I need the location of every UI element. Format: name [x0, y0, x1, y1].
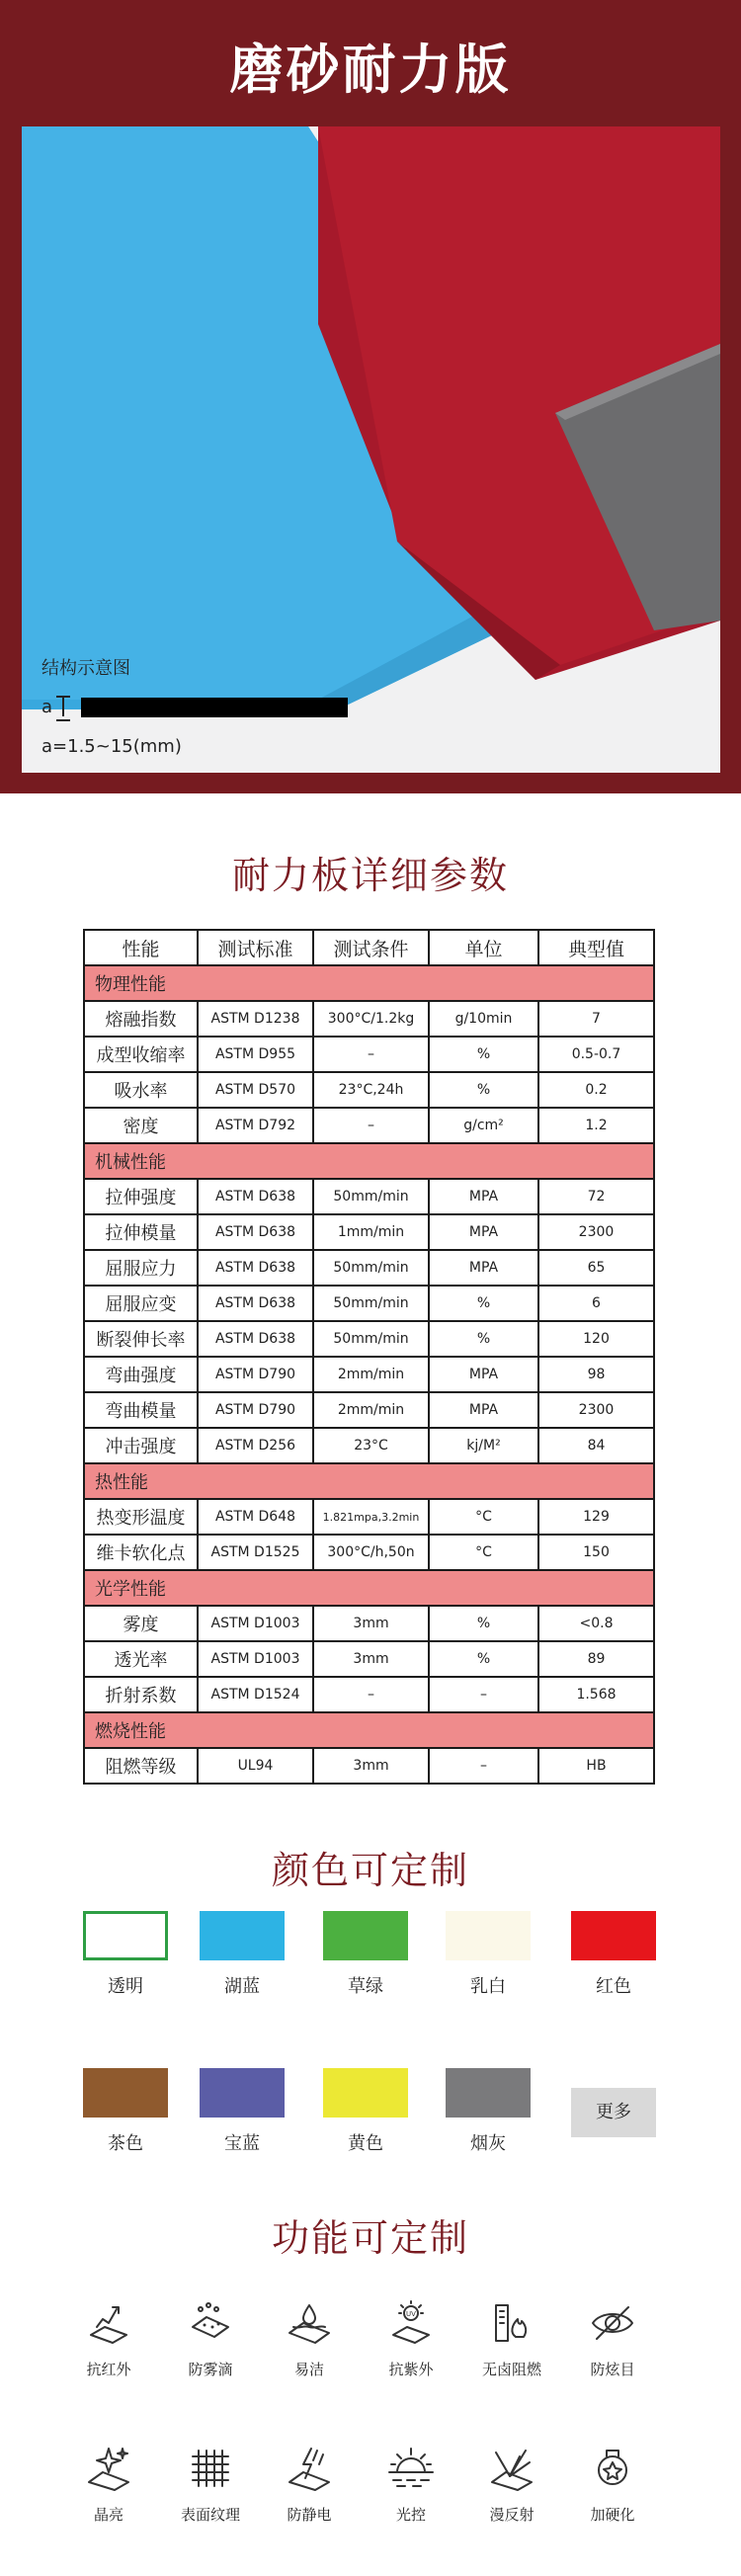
color-label: 烟灰 [470, 2133, 506, 2154]
table-row [84, 1392, 654, 1428]
cell-property: 吸水率 [84, 1072, 198, 1108]
cell-unit: – [429, 1748, 538, 1784]
table-row [84, 1677, 654, 1712]
cell-property: 弯曲强度 [84, 1357, 198, 1392]
category-row [84, 1570, 654, 1606]
cell-standard: ASTM D792 [198, 1108, 313, 1143]
function-label: 表面纹理 [180, 2506, 240, 2524]
cell-property: 屈服应变 [84, 1286, 198, 1321]
cell-unit: MPA [429, 1250, 538, 1286]
category-row [84, 965, 654, 1001]
hero-banner [0, 0, 741, 793]
cell-standard: ASTM D638 [198, 1250, 313, 1286]
functions-title: 功能可定制 [271, 2216, 469, 2260]
hardened-icon [563, 2443, 662, 2494]
colors-title: 颜色可定制 [271, 1849, 469, 1892]
category-row [84, 1143, 654, 1179]
cell-standard: ASTM D1524 [198, 1677, 313, 1712]
function-label: 抗紫外 [388, 2361, 434, 2378]
table-row [84, 1214, 654, 1250]
cell-standard: ASTM D790 [198, 1357, 313, 1392]
function-label: 防静电 [287, 2506, 332, 2524]
light-control-icon [362, 2443, 460, 2494]
function-item [59, 2297, 158, 2379]
cell-standard: ASTM D1003 [198, 1641, 313, 1677]
function-label: 晶亮 [93, 2506, 124, 2524]
cell-property: 折射系数 [84, 1677, 198, 1712]
color-swatch[interactable] [571, 1911, 656, 1998]
cell-unit: kj/M² [429, 1428, 538, 1463]
cell-value: 120 [538, 1321, 654, 1357]
function-label: 抗红外 [86, 2361, 131, 2378]
cell-condition: 2mm/min [313, 1357, 429, 1392]
cell-unit: g/cm² [429, 1108, 538, 1143]
cell-unit: MPA [429, 1357, 538, 1392]
table-row [84, 1286, 654, 1321]
function-label: 漫反射 [489, 2506, 535, 2524]
table-row [84, 1001, 654, 1037]
category-label: 燃烧性能 [84, 1712, 654, 1748]
function-item [362, 2443, 460, 2525]
color-chip [83, 1911, 168, 1960]
color-swatch[interactable] [83, 2068, 168, 2155]
cell-condition: 50mm/min [313, 1250, 429, 1286]
cell-property: 成型收缩率 [84, 1037, 198, 1072]
cell-value: HB [538, 1748, 654, 1784]
cell-property: 维卡软化点 [84, 1535, 198, 1570]
table-row [84, 1037, 654, 1072]
cell-property: 阻燃等级 [84, 1748, 198, 1784]
cell-standard: UL94 [198, 1748, 313, 1784]
category-row [84, 1463, 654, 1499]
color-label: 茶色 [108, 2133, 143, 2154]
product-photo [22, 126, 720, 773]
category-label: 机械性能 [84, 1143, 654, 1179]
color-swatch[interactable] [200, 1911, 285, 1998]
color-chip [200, 1911, 285, 1960]
header-standard: 测试标准 [198, 930, 313, 965]
function-label: 防炫目 [590, 2361, 635, 2378]
function-label: 光控 [395, 2506, 426, 2524]
cell-standard: ASTM D1238 [198, 1001, 313, 1037]
cell-condition: 50mm/min [313, 1286, 429, 1321]
cell-unit: % [429, 1641, 538, 1677]
cell-standard: ASTM D638 [198, 1179, 313, 1214]
color-chip [446, 1911, 531, 1960]
color-chip [323, 2068, 408, 2118]
color-label: 草绿 [348, 1976, 383, 1997]
page-title: 磨砂耐力版 [229, 39, 512, 101]
cell-unit: % [429, 1286, 538, 1321]
cell-unit: °C [429, 1499, 538, 1535]
cell-standard: ASTM D1003 [198, 1606, 313, 1641]
cell-value: 0.5-0.7 [538, 1037, 654, 1072]
color-label: 红色 [596, 1976, 631, 1997]
color-label: 黄色 [348, 2133, 383, 2154]
cell-unit: – [429, 1677, 538, 1712]
cell-condition: 3mm [313, 1641, 429, 1677]
cell-unit: MPA [429, 1214, 538, 1250]
anti-fog-icon [161, 2297, 260, 2349]
sparkle-icon [59, 2443, 158, 2494]
color-swatch[interactable] [83, 1911, 168, 1998]
function-item [260, 2297, 359, 2379]
cell-condition: 23°C [313, 1428, 429, 1463]
color-chip [323, 1911, 408, 1960]
cell-condition: 1.821mpa,3.2min [313, 1499, 429, 1535]
cell-value: 1.2 [538, 1108, 654, 1143]
params-table [83, 929, 655, 1785]
cell-value: 6 [538, 1286, 654, 1321]
cell-value: 129 [538, 1499, 654, 1535]
function-label: 无卤阻燃 [481, 2361, 541, 2378]
color-swatch[interactable] [323, 1911, 408, 1998]
function-item [462, 2297, 561, 2379]
table-row [84, 1108, 654, 1143]
cell-value: 72 [538, 1179, 654, 1214]
cell-value: 1.568 [538, 1677, 654, 1712]
params-table-wrapper [83, 929, 653, 1785]
cell-standard: ASTM D256 [198, 1428, 313, 1463]
color-label: 乳白 [470, 1976, 506, 1997]
cell-condition: 2mm/min [313, 1392, 429, 1428]
cell-property: 透光率 [84, 1641, 198, 1677]
color-label: 宝蓝 [224, 2133, 260, 2154]
function-item [462, 2443, 561, 2525]
cell-standard: ASTM D638 [198, 1286, 313, 1321]
header-unit: 单位 [429, 930, 538, 965]
color-swatch[interactable] [200, 2068, 285, 2155]
color-chip [571, 1911, 656, 1960]
cell-condition: 3mm [313, 1606, 429, 1641]
table-row [84, 1606, 654, 1641]
anti-static-icon [260, 2443, 359, 2494]
table-row [84, 1499, 654, 1535]
cell-condition: – [313, 1677, 429, 1712]
thickness-range: a=1.5~15(mm) [41, 736, 182, 757]
header-value: 典型值 [538, 930, 654, 965]
table-header-row [84, 930, 654, 965]
cell-property: 密度 [84, 1108, 198, 1143]
function-label: 加硬化 [590, 2506, 635, 2524]
function-label: 易洁 [293, 2361, 324, 2378]
anti-infrared-icon [59, 2297, 158, 2349]
cell-condition: 50mm/min [313, 1321, 429, 1357]
cell-unit: % [429, 1321, 538, 1357]
cell-value: 7 [538, 1001, 654, 1037]
cell-condition: 300°C/1.2kg [313, 1001, 429, 1037]
table-row [84, 1321, 654, 1357]
cell-property: 拉伸模量 [84, 1214, 198, 1250]
cell-property: 屈服应力 [84, 1250, 198, 1286]
cell-standard: ASTM D955 [198, 1037, 313, 1072]
cell-unit: MPA [429, 1392, 538, 1428]
cell-standard: ASTM D1525 [198, 1535, 313, 1570]
cell-condition: 23°C,24h [313, 1072, 429, 1108]
header-condition: 测试条件 [313, 930, 429, 965]
color-label: 湖蓝 [224, 1976, 260, 1997]
cell-condition: – [313, 1108, 429, 1143]
anti-uv-icon [362, 2297, 460, 2349]
function-item [563, 2443, 662, 2525]
cell-unit: MPA [429, 1179, 538, 1214]
cell-property: 熔融指数 [84, 1001, 198, 1037]
function-label: 防雾滴 [188, 2361, 233, 2378]
thickness-bar [81, 698, 348, 717]
cell-condition: 3mm [313, 1748, 429, 1784]
function-item [260, 2443, 359, 2525]
cell-property: 冲击强度 [84, 1428, 198, 1463]
category-label: 光学性能 [84, 1570, 654, 1606]
cell-value: 2300 [538, 1214, 654, 1250]
cell-property: 断裂伸长率 [84, 1321, 198, 1357]
cell-standard: ASTM D638 [198, 1321, 313, 1357]
more-colors-button[interactable]: 更多 [571, 2088, 656, 2137]
cell-value: <0.8 [538, 1606, 654, 1641]
cell-standard: ASTM D638 [198, 1214, 313, 1250]
category-row [84, 1712, 654, 1748]
color-swatch[interactable] [446, 1911, 531, 1998]
cell-property: 拉伸强度 [84, 1179, 198, 1214]
thickness-prefix: a [41, 696, 53, 717]
color-chip [446, 2068, 531, 2118]
table-row [84, 1250, 654, 1286]
cell-unit: g/10min [429, 1001, 538, 1037]
function-item [362, 2297, 460, 2379]
category-label: 物理性能 [84, 965, 654, 1001]
cell-value: 0.2 [538, 1072, 654, 1108]
easy-clean-icon [260, 2297, 359, 2349]
flame-retardant-icon [462, 2297, 561, 2349]
cell-condition: 300°C/h,50n [313, 1535, 429, 1570]
cell-unit: % [429, 1606, 538, 1641]
anti-glare-icon [563, 2297, 662, 2349]
texture-icon [161, 2443, 260, 2494]
cell-standard: ASTM D790 [198, 1392, 313, 1428]
function-item [59, 2443, 158, 2525]
diffuse-reflection-icon [462, 2443, 561, 2494]
cell-standard: ASTM D648 [198, 1499, 313, 1535]
cell-unit: % [429, 1037, 538, 1072]
table-row [84, 1179, 654, 1214]
function-item [161, 2443, 260, 2525]
cell-condition: 50mm/min [313, 1179, 429, 1214]
header-property: 性能 [84, 930, 198, 965]
table-row [84, 1357, 654, 1392]
cell-value: 84 [538, 1428, 654, 1463]
cell-condition: – [313, 1037, 429, 1072]
category-label: 热性能 [84, 1463, 654, 1499]
cell-condition: 1mm/min [313, 1214, 429, 1250]
cell-value: 150 [538, 1535, 654, 1570]
table-row [84, 1641, 654, 1677]
cell-unit: °C [429, 1535, 538, 1570]
structure-label: 结构示意图 [41, 658, 130, 679]
color-chip [200, 2068, 285, 2118]
cell-value: 89 [538, 1641, 654, 1677]
color-swatch[interactable] [323, 2068, 408, 2155]
cell-unit: % [429, 1072, 538, 1108]
color-swatch[interactable] [446, 2068, 531, 2155]
cell-standard: ASTM D570 [198, 1072, 313, 1108]
color-chip [83, 2068, 168, 2118]
cell-property: 雾度 [84, 1606, 198, 1641]
table-row [84, 1428, 654, 1463]
cell-value: 98 [538, 1357, 654, 1392]
cell-value: 2300 [538, 1392, 654, 1428]
cell-value: 65 [538, 1250, 654, 1286]
function-item [563, 2297, 662, 2379]
table-row [84, 1072, 654, 1108]
params-title: 耐力板详细参数 [231, 854, 509, 897]
color-label: 透明 [108, 1976, 143, 1997]
table-row [84, 1535, 654, 1570]
svg-text:UV: UV [406, 2310, 416, 2318]
function-item [161, 2297, 260, 2379]
table-row [84, 1748, 654, 1784]
thickness-marker [41, 695, 70, 718]
cell-property: 弯曲模量 [84, 1392, 198, 1428]
cell-property: 热变形温度 [84, 1499, 198, 1535]
ibeam-icon [56, 695, 70, 718]
